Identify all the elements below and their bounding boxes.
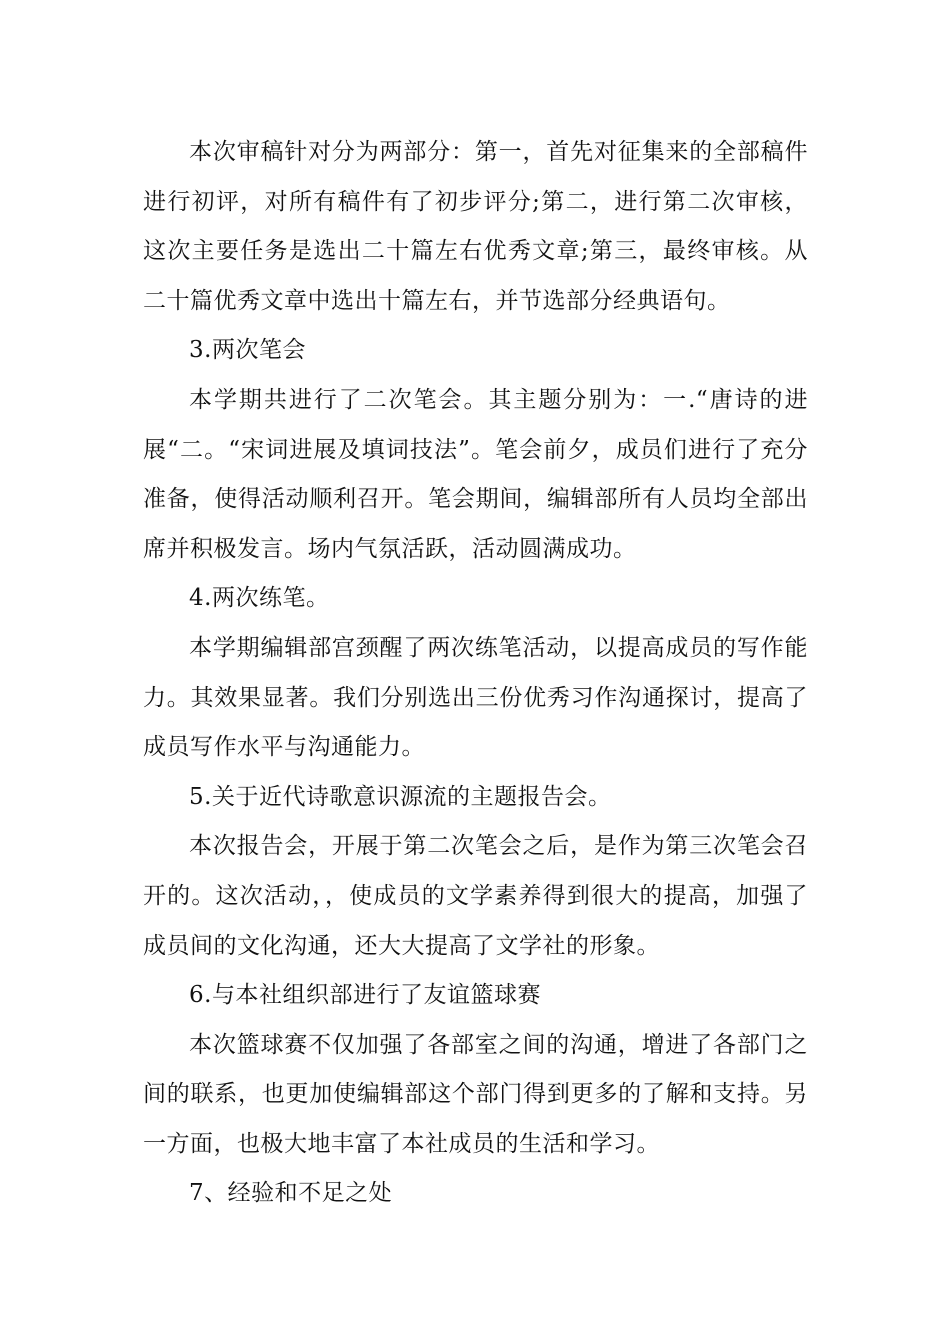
document-body [143,128,808,1219]
section-heading-4: 4.两次练笔。 [189,585,330,612]
writing-meeting-paragraph: 本学期共进行了二次笔会。其主题分别为：一.“唐诗的进展“二。“宋词进展及填词技法”。笔会前夕，成员们进行了充分准备，使得活动顺利召开。笔会期间，编辑部所有人员均全部出席并积极发言。场内气氛活跃，活动圆满成功。 [143,386,808,562]
section-heading-5: 5.关于近代诗歌意识源流的主题报告会。 [189,783,612,810]
section-heading-6: 6.与本社组织部进行了友谊篮球赛 [189,982,541,1009]
section-heading-7: 7、经验和不足之处 [189,1180,393,1207]
basketball-paragraph: 本次篮球赛不仅加强了各部室之间的沟通，增进了各部门之间的联系，也更加使编辑部这个部门得到更多的了解和支持。另一方面，也极大地丰富了本社成员的生活和学习。 [143,1031,808,1157]
section-heading-3: 3.两次笔会 [189,337,306,364]
review-paragraph: 本次审稿针对分为两部分：第一，首先对征集来的全部稿件进行初评，对所有稿件有了初步评分;第二，进行第二次审核，这次主要任务是选出二十篇左右优秀文章;第三，最终审核。从二十篇优秀文章中选出十篇左右，并节选部分经典语句。 [143,139,808,314]
practice-paragraph: 本学期编辑部宫颈醒了两次练笔活动，以提高成员的写作能力。其效果显著。我们分别选出三份优秀习作沟通探讨，提高了成员写作水平与沟通能力。 [143,634,808,761]
report-paragraph: 本次报告会，开展于第二次笔会之后，是作为第三次笔会召开的。这次活动，，使成员的文学素养得到很大的提高，加强了成员间的文化沟通，还大大提高了文学社的形象。 [143,833,808,959]
